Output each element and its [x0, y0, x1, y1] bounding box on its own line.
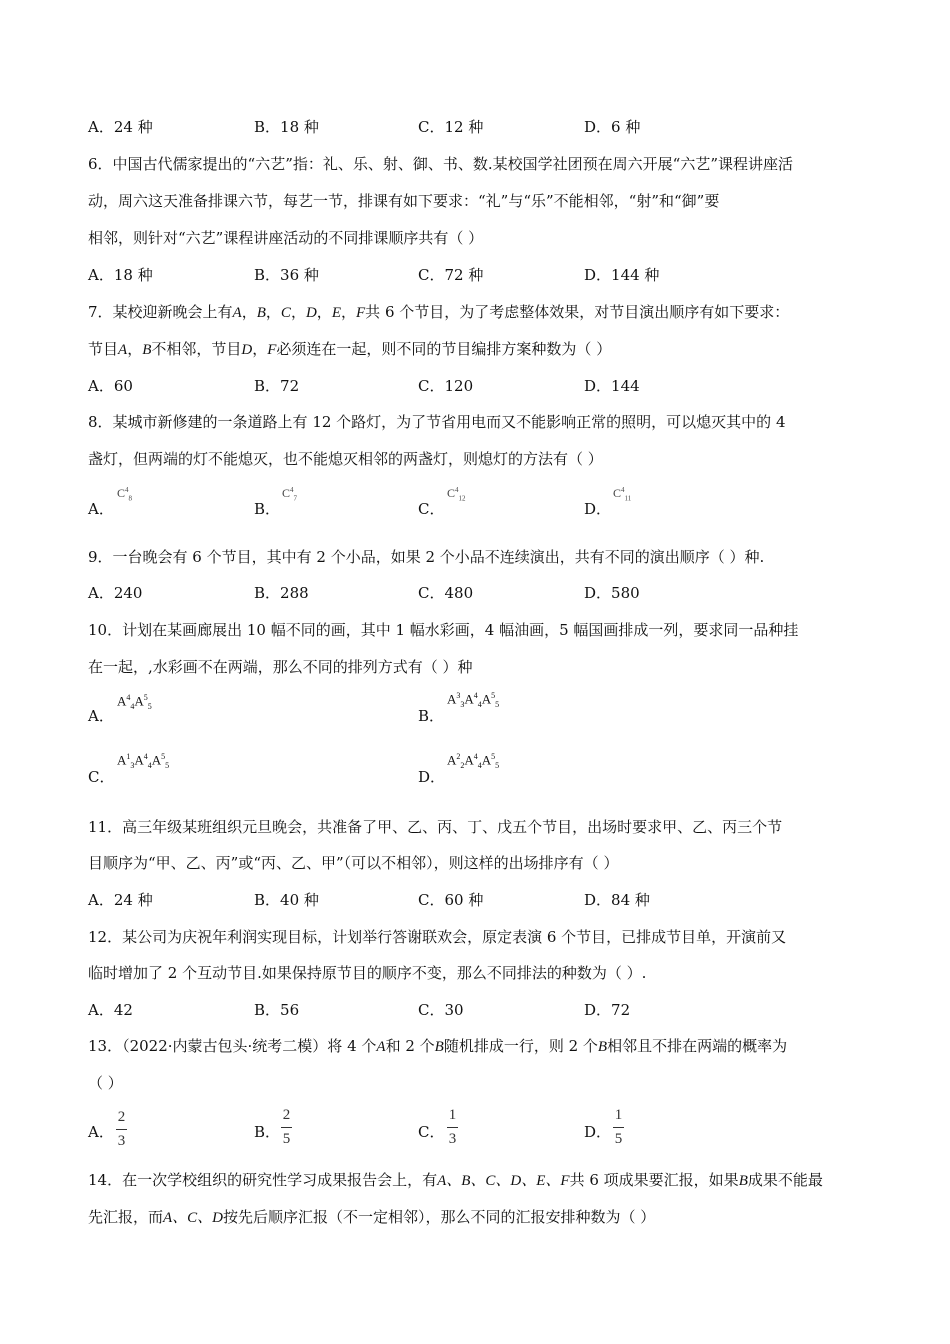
q13-option-a-label: A． [88, 1123, 114, 1141]
q11-stem-line-1: 11．高三年级某班组织元旦晚会，共准备了甲、乙、丙、丁、戊五个节目，出场时要求甲、乙、丙三个节 [88, 818, 783, 836]
q13-option-d-fraction: 1 5 [614, 1107, 623, 1147]
q6-option-c: C．72 种 [418, 266, 484, 284]
q14-stem-line-1: 14．在一次学校组织的研究性学习成果报告会上，有A、B、C、D、E、F共 6 项成果要汇报，如果B成果不能最 [88, 1171, 823, 1189]
q10-stem-line-2: 在一起，,水彩画不在两端，那么不同的排列方式有（ ）种 [88, 658, 473, 676]
q8-option-b-label: B． [254, 500, 281, 518]
q10-option-d-label: D． [418, 768, 446, 786]
q7-option-d: D．144 [584, 377, 640, 395]
q7-stem-line-2: 节目A，B不相邻，节目D，F必须连在一起，则不同的节目编排方案种数为（ ） [88, 340, 612, 358]
q10-option-a-value: $A^4_4A^5_5$ [117, 693, 152, 711]
q10-option-a-label: A． [88, 707, 114, 725]
q8-stem-line-2: 盏灯，但两端的灯不能熄灭，也不能熄灭相邻的两盏灯，则熄灯的方法有（ ） [88, 450, 603, 468]
q11-option-d: D．84 种 [584, 891, 650, 909]
q9-stem-line-1: 9．一台晚会有 6 个节目，其中有 2 个小品，如果 2 个小品不连续演出，共有不同的演出顺序（ ）种. [88, 548, 765, 566]
q9-option-c: C．480 [418, 584, 474, 602]
q11-option-b: B．40 种 [254, 891, 319, 909]
q8-option-a-label: A． [88, 500, 114, 518]
q10-option-c-value: $A^1_3A^4_4A^5_5$ [117, 752, 170, 770]
q12-option-c: C．30 [418, 1001, 464, 1019]
q7-option-c: C．120 [418, 377, 474, 395]
q10-option-d-value: $A^2_2A^4_4A^5_5$ [447, 752, 500, 770]
q6-option-b: B．36 种 [254, 266, 319, 284]
q11-stem-line-2: 目顺序为“甲、乙、丙”或“丙、乙、甲”（可以不相邻），则这样的出场排序有（ ） [88, 854, 619, 872]
q5-option-b: B．18 种 [254, 118, 319, 136]
q13-option-b-fraction: 2 5 [282, 1107, 291, 1147]
q13-option-a-fraction: 2 3 [117, 1109, 126, 1149]
q13-option-d-label: D． [584, 1123, 612, 1141]
q8-option-a-value: $C^4_8$ [117, 486, 133, 503]
q10-stem-line-1: 10．计划在某画廊展出 10 幅不同的画，其中 1 幅水彩画，4 幅油画，5 幅国画排成一列，要求同一品种挂 [88, 621, 799, 639]
q7-stem-line-1: 7．某校迎新晚会上有A，B，C，D，E，F共 6 个节目，为了考虑整体效果，对节目演出顺序有如下要求： [88, 303, 790, 321]
q11-option-a: A．24 种 [88, 891, 153, 909]
q12-option-d: D．72 [584, 1001, 631, 1019]
q13-option-c-label: C． [418, 1123, 445, 1141]
q6-stem-line-2: 动，周六这天准备排课六节，每艺一节，排课有如下要求：“礼”与“乐”不能相邻，“射”和“御”要 [88, 192, 720, 210]
q9-option-b: B．288 [254, 584, 309, 602]
q13-option-b-label: B． [254, 1123, 281, 1141]
q11-option-c: C．60 种 [418, 891, 484, 909]
q6-stem-line-3: 相邻，则针对“六艺”课程讲座活动的不同排课顺序共有（ ） [88, 229, 484, 247]
q8-option-b-value: $C^4_7$ [282, 486, 298, 503]
q7-option-a: A．60 [88, 377, 133, 395]
q8-option-c-value: $C^4_{12}$ [447, 486, 466, 503]
q8-option-c-label: C． [418, 500, 445, 518]
q13-stem-line-2: （ ） [88, 1074, 123, 1092]
q6-stem-line-1: 6．中国古代儒家提出的“六艺”指：礼、乐、射、御、书、数.某校国学社团预在周六开展“六艺”课程讲座活 [88, 155, 793, 173]
q5-option-a: A．24 种 [88, 118, 153, 136]
q8-option-d-value: $C^4_{11}$ [613, 486, 632, 503]
q9-option-d: D．580 [584, 584, 640, 602]
q5-option-c: C．12 种 [418, 118, 484, 136]
q10-option-b-label: B． [418, 707, 445, 725]
q10-option-c-label: C． [88, 768, 115, 786]
q5-option-d: D．6 种 [584, 118, 641, 136]
q12-option-b: B．56 [254, 1001, 300, 1019]
q6-option-a: A．18 种 [88, 266, 153, 284]
q12-stem-line-1: 12．某公司为庆祝年利润实现目标，计划举行答谢联欢会，原定表演 6 个节目，已排成节目单，开演前又 [88, 928, 787, 946]
q9-option-a: A．240 [88, 584, 143, 602]
q12-option-a: A．42 [88, 1001, 133, 1019]
q10-option-b-value: $A^3_3A^4_4A^5_5$ [447, 691, 500, 709]
q8-stem-line-1: 8．某城市新修建的一条道路上有 12 个路灯，为了节省用电而又不能影响正常的照明，可以熄灭其中的 4 [88, 413, 786, 431]
q13-stem-line-1: 13．（2022·内蒙古包头·统考二模）将 4 个A和 2 个B随机排成一行，则 2 个B相邻且不排在两端的概率为 [88, 1037, 788, 1055]
q12-stem-line-2: 临时增加了 2 个互动节目.如果保持原节目的顺序不变，那么不同排法的种数为（ ）. [88, 964, 647, 982]
q13-option-c-fraction: 1 3 [448, 1107, 457, 1147]
q8-option-d-label: D． [584, 500, 612, 518]
q7-option-b: B．72 [254, 377, 300, 395]
q14-stem-line-2: 先汇报，而A、C、D按先后顺序汇报（不一定相邻），那么不同的汇报安排种数为（ ） [88, 1208, 656, 1226]
q6-option-d: D．144 种 [584, 266, 660, 284]
